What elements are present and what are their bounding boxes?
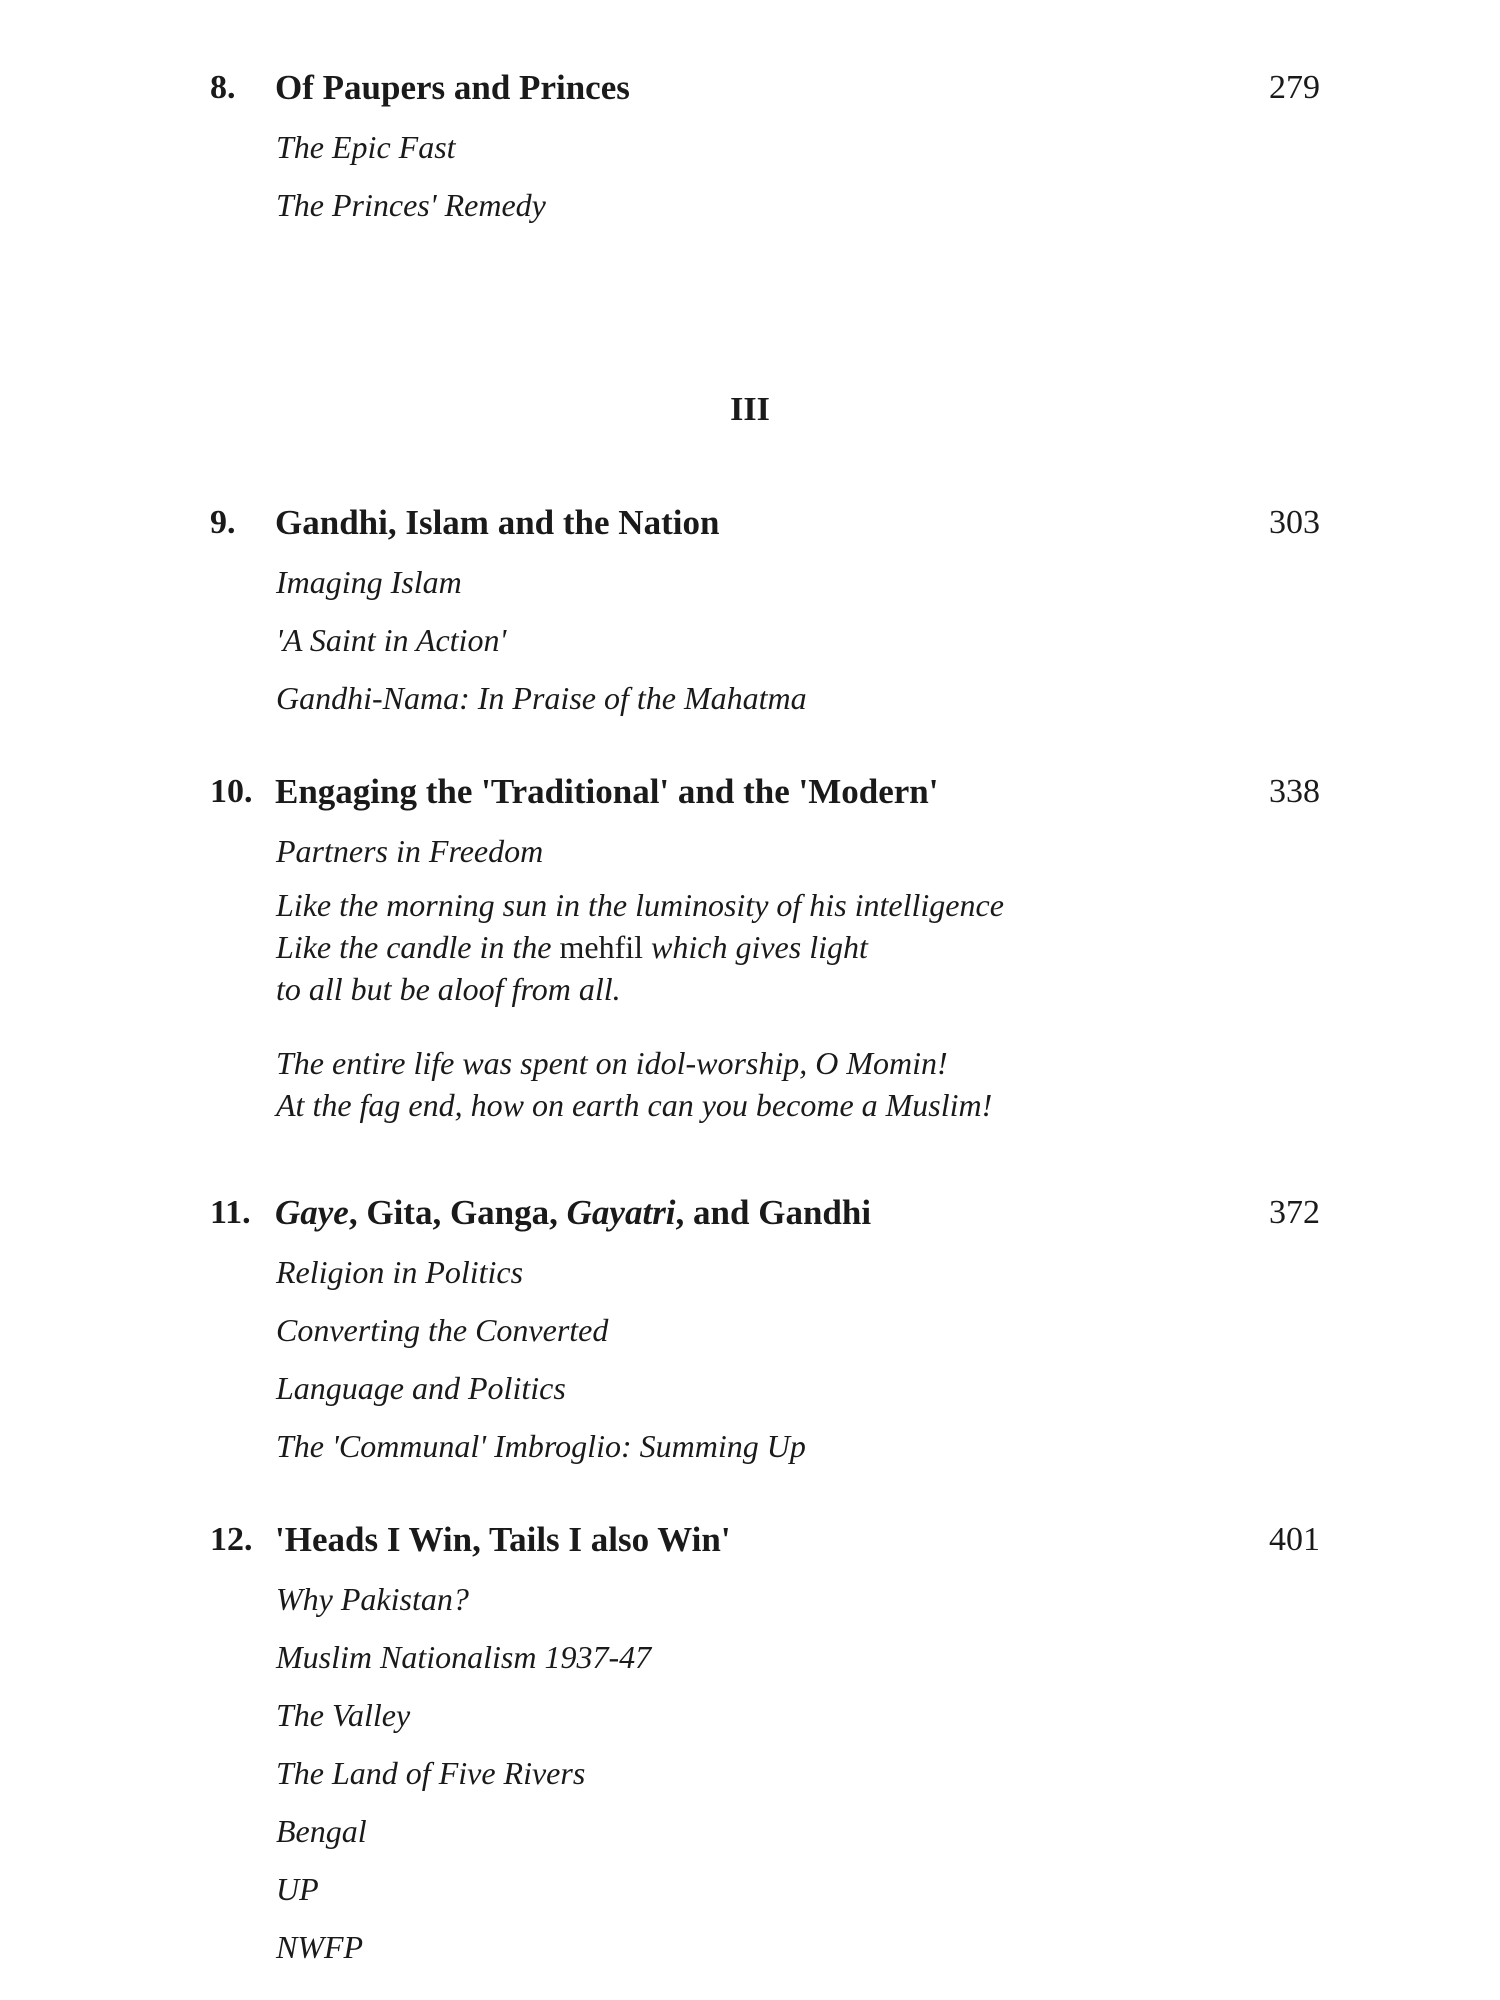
verse-line bbox=[276, 926, 1500, 968]
title-fragment: , Gita, Ganga, bbox=[348, 1193, 567, 1232]
chapter-page-number: 401 bbox=[1269, 1521, 1320, 1558]
chapter-number: 8. bbox=[210, 69, 236, 106]
section-item[interactable]: The 'Communal' Imbroglio: Summing Up bbox=[276, 1428, 806, 1464]
chapter-number: 11. bbox=[210, 1194, 251, 1231]
section-item[interactable]: Religion in Politics bbox=[276, 1254, 524, 1290]
verse-line: At the fag end, how on earth can you become a Muslim! bbox=[276, 1087, 993, 1123]
chapter-10 bbox=[0, 762, 1500, 1126]
verse-line: Like the morning sun in the luminosity of his intelligence bbox=[276, 887, 1004, 923]
verse-fragment-roman: mehfil bbox=[559, 929, 643, 965]
chapter-page-number: 372 bbox=[1269, 1194, 1320, 1231]
section-list bbox=[276, 553, 1500, 727]
section-item[interactable]: Why Pakistan? bbox=[276, 1581, 469, 1617]
chapter-number: 9. bbox=[210, 504, 236, 541]
section-list bbox=[276, 1243, 1500, 1475]
chapter-title[interactable]: 'Heads I Win, Tails I also Win' bbox=[275, 1520, 731, 1559]
chapter-title[interactable]: Of Paupers and Princes bbox=[275, 68, 630, 107]
chapter-heading bbox=[0, 1183, 1500, 1243]
section-item[interactable]: UP bbox=[276, 1871, 319, 1907]
section-item[interactable]: The Epic Fast bbox=[276, 129, 456, 165]
chapter-heading bbox=[0, 1510, 1500, 1570]
verse-fragment: Like the candle in the bbox=[276, 929, 560, 965]
chapter-8 bbox=[0, 58, 1500, 234]
section-list bbox=[276, 118, 1500, 234]
chapter-heading bbox=[0, 493, 1500, 553]
section-item[interactable]: Gandhi-Nama: In Praise of the Mahatma bbox=[276, 680, 807, 716]
chapter-page-number: 303 bbox=[1269, 504, 1320, 541]
section-item[interactable]: Bengal bbox=[276, 1813, 367, 1849]
section-item[interactable]: 'A Saint in Action' bbox=[276, 622, 507, 658]
chapter-page-number: 338 bbox=[1269, 773, 1320, 810]
section-item[interactable]: Partners in Freedom bbox=[276, 833, 544, 869]
chapter-title[interactable]: Gandhi, Islam and the Nation bbox=[275, 503, 720, 542]
chapter-9 bbox=[0, 493, 1500, 727]
section-item[interactable]: Language and Politics bbox=[276, 1370, 566, 1406]
section-item[interactable]: The Valley bbox=[276, 1697, 411, 1733]
verse-line: to all but be aloof from all. bbox=[276, 971, 621, 1007]
title-fragment: , and Gandhi bbox=[675, 1193, 872, 1232]
part-heading: III bbox=[730, 391, 770, 428]
section-item[interactable]: Muslim Nationalism 1937-47 bbox=[276, 1639, 652, 1675]
verse-line: The entire life was spent on idol-worship, O Momin! bbox=[276, 1045, 948, 1081]
section-item[interactable]: Imaging Islam bbox=[276, 564, 462, 600]
chapter-11 bbox=[0, 1183, 1500, 1475]
chapter-title[interactable]: Engaging the 'Traditional' and the 'Modern' bbox=[275, 772, 939, 811]
section-item[interactable]: The Princes' Remedy bbox=[276, 187, 546, 223]
section-item[interactable]: Converting the Converted bbox=[276, 1312, 609, 1348]
title-fragment-italic: Gayatri bbox=[566, 1193, 676, 1232]
chapter-12 bbox=[0, 1510, 1500, 1976]
chapter-number: 12. bbox=[210, 1521, 253, 1558]
chapter-page-number: 279 bbox=[1269, 69, 1320, 106]
section-item[interactable]: The Land of Five Rivers bbox=[276, 1755, 586, 1791]
verse-fragment: which gives light bbox=[643, 929, 868, 965]
chapter-heading bbox=[0, 762, 1500, 822]
section-list bbox=[276, 1570, 1500, 1976]
chapter-heading bbox=[0, 58, 1500, 118]
title-fragment-italic: Gaye bbox=[275, 1193, 349, 1232]
chapter-number: 10. bbox=[210, 773, 253, 810]
section-list bbox=[276, 822, 1500, 1126]
section-item[interactable]: NWFP bbox=[276, 1929, 364, 1965]
verse-spacer bbox=[276, 1010, 1500, 1042]
chapter-title[interactable] bbox=[275, 1183, 871, 1243]
